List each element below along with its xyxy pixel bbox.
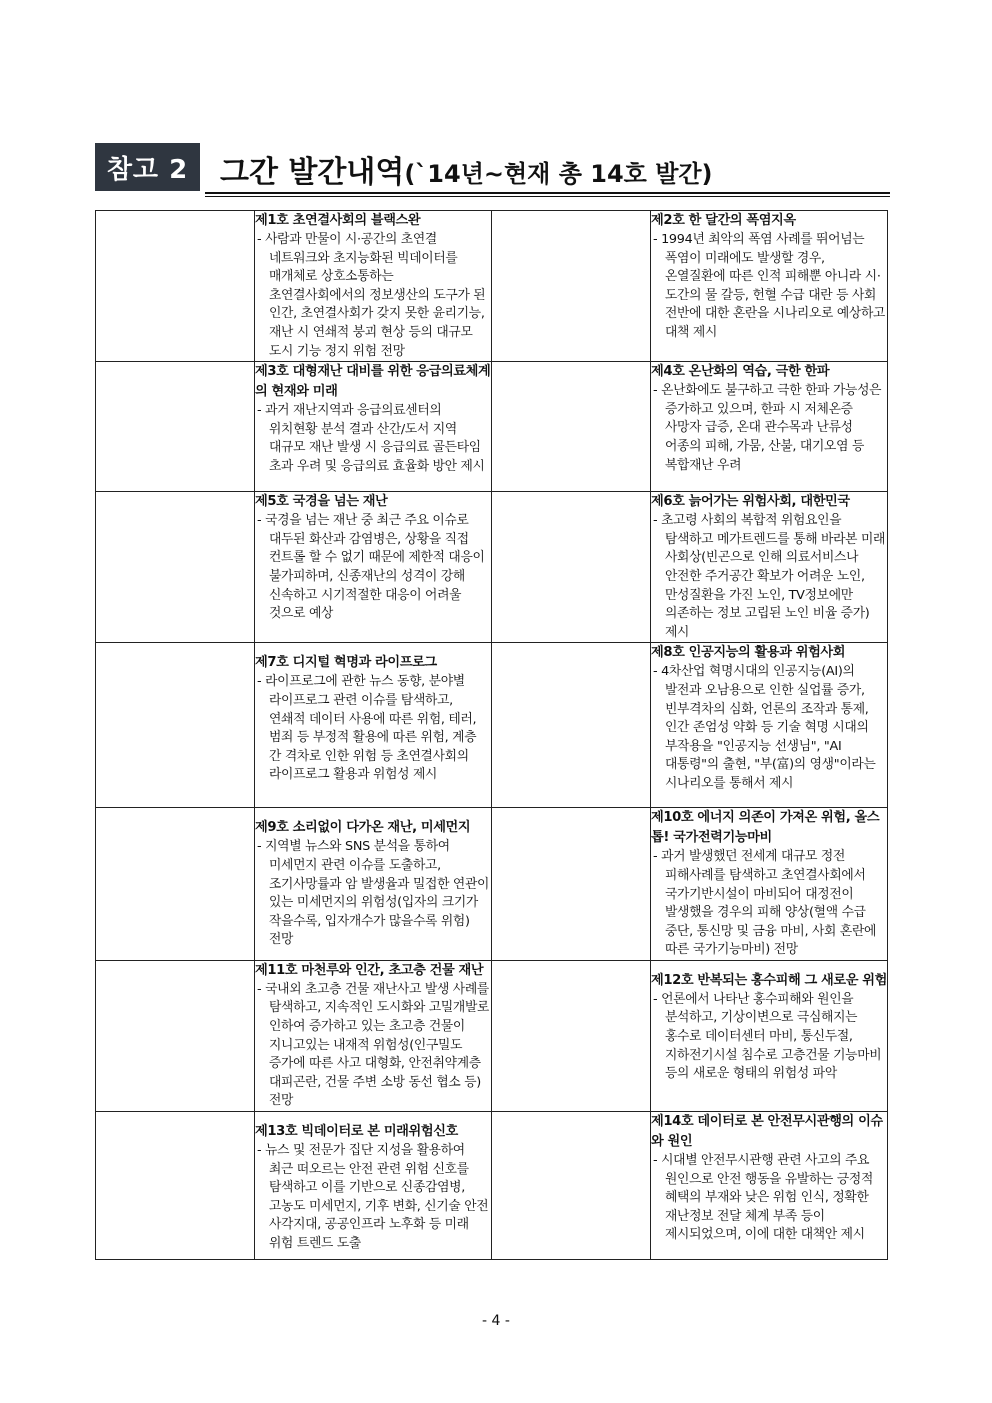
issue-summary: - 언론에서 나타난 홍수피해와 원인을 분석하고, 기상이변으로 극심해지는 홍수로 데이터센터 마비, 통신두절, 지하전기시설 침수로 고층건물 기능마비 등의 새로운 형태의 위험성 파악 <box>653 991 882 1082</box>
reference-badge: 참고 2 <box>95 143 200 191</box>
issue-summary: - 사람과 만물이 시·공간의 초연결 네트워크와 초지능화된 빅데이터를 매개체로 상호소통하는 초연결사회에서의 정보생산의 도구가 된 인간, 초연결사회가 갖지 못한 윤리기능, 재난 시 연쇄적 붕괴 현상 등의 대규모 도시 기능 정지 위험 전망 <box>257 232 486 359</box>
issue-title: 제14호 데이터로 본 안전무시관행의 이슈와 원인 <box>651 1114 883 1150</box>
issue-14-desc <box>651 1112 888 1260</box>
cover-cell <box>96 808 255 961</box>
cover-cell <box>96 211 255 362</box>
cover-cell <box>492 492 651 643</box>
issue-7-desc <box>255 643 492 808</box>
issue-10-desc <box>651 808 888 961</box>
table-row <box>96 1112 888 1260</box>
cover-cell <box>492 960 651 1111</box>
cover-cell <box>492 1112 651 1260</box>
table-row <box>96 643 888 808</box>
cover-cell <box>492 362 651 492</box>
issues-table <box>95 210 888 1260</box>
issue-title: 제9호 소리없이 다가온 재난, 미세먼지 <box>255 820 471 836</box>
issue-title: 제3호 대형재난 대비를 위한 응급의료체계의 현재와 미래 <box>255 364 491 400</box>
issue-summary: - 과거 재난지역과 응급의료센터의 위치현황 분석 결과 산간/도서 지역 대규모 재난 발생 시 응급의료 골든타임 초과 우려 및 응급의료 효율화 방안 제시 <box>257 403 485 474</box>
page-number: - 4 - <box>482 1313 510 1329</box>
cover-cell <box>96 643 255 808</box>
issue-title: 제4호 온난화의 역습, 극한 한파 <box>651 364 830 380</box>
table-row <box>96 362 888 492</box>
section-title-sub: (`14년~현재 총 14호 발간) <box>404 160 713 188</box>
issue-12-desc <box>651 960 888 1111</box>
issue-title: 제10호 에너지 의존이 가져온 위험, 올스톱! 국가전력기능마비 <box>651 810 880 846</box>
cover-cell <box>492 808 651 961</box>
issue-8-desc <box>651 643 888 808</box>
issue-summary: - 국내외 초고층 건물 재난사고 발생 사례를 탐색하고, 지속적인 도시화와 고밀개발로 인하여 증가하고 있는 초고층 건물이 지니고있는 내재적 위험성(인구밀도 증가에 따른 사고 대형화, 안전취약계층 대피곤란, 건물 주변 소방 동선 협소 등) 전망 <box>257 981 490 1109</box>
issue-title: 제11호 마천루와 인간, 초고층 건물 재난 <box>255 962 484 978</box>
table-row <box>96 492 888 643</box>
section-title <box>220 147 713 191</box>
cover-cell <box>96 960 255 1111</box>
issue-2-desc <box>651 211 888 362</box>
issue-title: 제1호 초연결사회의 블랙스완 <box>255 213 421 228</box>
issue-4-desc <box>651 362 888 492</box>
cover-cell <box>96 1112 255 1260</box>
cover-cell <box>492 211 651 362</box>
issue-11-desc <box>255 960 492 1111</box>
header-rule <box>205 192 890 194</box>
issue-title: 제13호 빅데이터로 본 미래위험신호 <box>255 1124 458 1140</box>
issue-summary: - 뉴스 및 전문가 집단 지성을 활용하여 최근 떠오르는 안전 관련 위험 신호를 탐색하고 이를 기반으로 신종감염병, 고농도 미세먼지, 기후 변화, 신기술 안전 사각지대, 공공인프라 노후화 등 미래 위험 트렌드 도출 <box>257 1143 489 1251</box>
issue-9-desc <box>255 808 492 961</box>
issue-summary: - 4차산업 혁명시대의 인공지능(AI)의 발전과 오남용으로 인한 실업률 증가, 빈부격차의 심화, 언론의 조작과 통제, 인간 존엄성 약화 등 기술 혁명 시대의 부작용을 "인공지능 선생님", "AI 대통령"의 출현, "부(富)의 영생"이라는 시나리오를 통해서 제시 <box>653 664 876 791</box>
issue-1-desc <box>255 211 492 362</box>
issue-13-desc <box>255 1112 492 1260</box>
issue-summary: - 1994년 최악의 폭염 사례를 뛰어넘는 폭염이 미래에도 발생할 경우, 온열질환에 따른 인적 피해뿐 아니라 시·도간의 물 갈등, 헌혈 수급 대란 등 사회 전반에 대한 혼란을 시나리오로 예상하고 대책 제시 <box>653 232 886 340</box>
cover-cell <box>96 492 255 643</box>
table-row <box>96 960 888 1111</box>
issue-summary: - 라이프로그에 관한 뉴스 동향, 분야별 라이프로그 관련 이슈를 탐색하고, 연쇄적 데이터 사용에 따른 위험, 테러, 범죄 등 부정적 활용에 따른 위험, 계층 간 격차로 인한 위험 등 초연결사회의 라이프로그 활용과 위험성 제시 <box>257 674 477 783</box>
issue-title: 제2호 한 달간의 폭염지옥 <box>651 213 796 228</box>
table-row <box>96 808 888 961</box>
section-title-main: 그간 발간내역 <box>220 155 405 190</box>
issue-title: 제8호 인공지능의 활용과 위험사회 <box>651 645 846 661</box>
header-rule-thin <box>205 196 890 197</box>
issue-summary: - 지역별 뉴스와 SNS 분석을 통하여 미세먼지 관련 이슈를 도출하고, 조기사망률과 암 발생율과 밀접한 연관이 있는 미세먼지의 위험성(입자의 크기가 작을수록, 입자개수가 많을수록 위험) 전망 <box>257 839 490 948</box>
issue-3-desc <box>255 362 492 492</box>
issue-summary: - 초고령 사회의 복합적 위험요인을 탐색하고 메가트렌드를 통해 바라본 미래 사회상(빈곤으로 인해 의료서비스나 안전한 주거공간 확보가 어려운 노인, 만성질환을 가진 노인, TV정보에만 의존하는 정보 고립된 노인 비율 증가) 제시 <box>653 513 886 640</box>
issue-summary: - 온난화에도 불구하고 극한 한파 가능성은 증가하고 있으며, 한파 시 저체온증 사망자 급증, 온대 관수목과 난류성 어종의 피해, 가뭄, 산불, 대기오염 등 복합재난 우려 <box>653 383 882 473</box>
section-header <box>95 143 890 195</box>
cover-cell <box>96 362 255 492</box>
issue-5-desc <box>255 492 492 643</box>
issue-summary: - 국경을 넘는 재난 중 최근 주요 이슈로 대두된 화산과 감염병은, 상황을 직접 컨트롤 할 수 없기 때문에 제한적 대응이 불가피하며, 신종재난의 성격이 강해 신속하고 시기적절한 대응이 어려울 것으로 예상 <box>257 513 485 622</box>
issue-title: 제5호 국경을 넘는 재난 <box>255 494 388 510</box>
table-row <box>96 211 888 362</box>
issue-summary: - 시대별 안전무시관행 관련 사고의 주요 원인으로 안전 행동을 유발하는 긍정적 혜택의 부재와 낮은 위험 인식, 정확한 재난정보 전달 체계 부족 등이 제시되었으며, 이에 대한 대책안 제시 <box>653 1153 874 1243</box>
cover-cell <box>492 643 651 808</box>
issue-title: 제7호 디지털 혁명과 라이프로그 <box>255 655 437 671</box>
issue-6-desc <box>651 492 888 643</box>
issue-title: 제12호 반복되는 홍수피해 그 새로운 위험 <box>651 972 887 988</box>
issue-title: 제6호 늙어가는 위험사회, 대한민국 <box>651 494 850 510</box>
issue-summary: - 과거 발생했던 전세계 대규모 정전 피해사례를 탐색하고 초연결사회에서 국가기반시설이 마비되어 대정전이 발생했을 경우의 피해 양상(혈액 수급 중단, 통신망 및 금융 마비, 사회 혼란에 따른 국가기능마비) 전망 <box>653 849 877 958</box>
